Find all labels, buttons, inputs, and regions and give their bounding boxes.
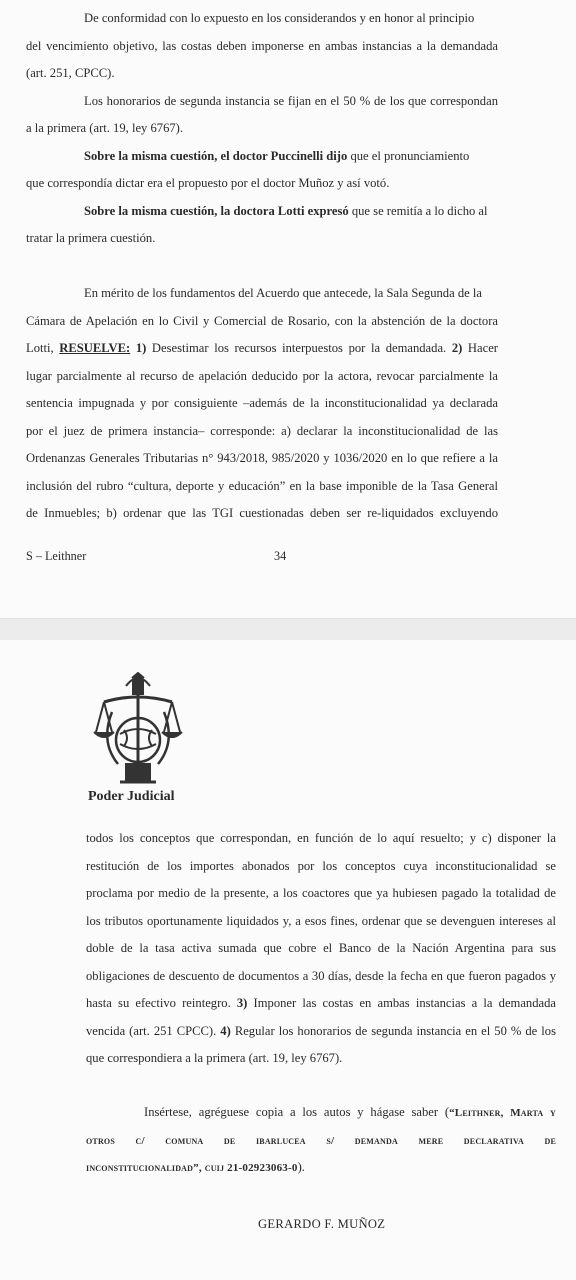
text-line: obligaciones de descuento de documentos a 30 días, desde la fecha en que fueron pagados y	[86, 968, 556, 983]
text-span: que el pronunciamiento	[347, 148, 470, 163]
text-line	[86, 1099, 556, 1127]
bold-lead: Sobre la misma cuestión, el doctor Puccinelli dijo	[84, 148, 348, 163]
text-line	[86, 1154, 556, 1182]
text-span: Imponer las costas en ambas instancias a la demandada	[247, 996, 556, 1010]
text-line: los tributos oportunamente liquidados y, a esos fines, ordenar que se devenguen intereses al	[86, 913, 556, 928]
page-separator	[0, 618, 576, 641]
text-line: de Inmuebles; b) ordenar que las TGI cuestionadas deben ser re-liquidados excluyendo	[26, 506, 498, 520]
text-line	[86, 1127, 556, 1155]
resuelve-label: RESUELVE:	[59, 341, 131, 355]
text-line: Cámara de Apelación en lo Civil y Comercial de Rosario, con la abstención de la doctora	[26, 313, 498, 328]
text-line	[86, 990, 556, 1018]
text-line: (art. 251, CPCC).	[26, 66, 115, 80]
text-line: que correspondiera a la primera (art. 19, ley 6767).	[86, 1051, 343, 1065]
text-span: Hacer	[462, 341, 498, 355]
text-line: Los honorarios de segunda instancia se fijan en el 50 % de los que correspondan	[84, 93, 498, 108]
page2-body	[86, 825, 556, 1073]
text-line	[26, 335, 498, 363]
case-caption: inconstitucionalidad”, cuij 21-02923063-0	[86, 1162, 298, 1174]
text-span: ).	[297, 1160, 305, 1174]
judge-signature: GERARDO F. MUÑOZ	[258, 1217, 386, 1231]
closing-paragraph	[86, 1099, 556, 1182]
item-number: 2)	[451, 341, 463, 355]
item-number: 4)	[220, 1023, 231, 1038]
text-span: Lotti,	[26, 341, 60, 355]
text-line: inclusión del rubro “cultura, deporte y educación” en la base imponible de la Tasa General	[26, 478, 498, 493]
text-span: vencida (art. 251 CPCC).	[86, 1023, 221, 1038]
text-line: a la primera (art. 19, ley 6767).	[26, 121, 184, 135]
text-span: Regular los honorarios de segunda instancia en el 50 % de los	[230, 1023, 556, 1038]
text-span: Desestimar los recursos interpuestos por la demandada.	[146, 341, 452, 355]
blank-line	[26, 253, 498, 281]
bold-lead: Sobre la misma cuestión, la doctora Lotti expresó	[84, 203, 349, 218]
text-line: En mérito de los fundamentos del Acuerdo que antecede, la Sala Segunda de la	[84, 286, 482, 300]
case-caption: “Leithner, Marta y	[449, 1107, 556, 1119]
text-line	[26, 143, 498, 171]
page1-body	[26, 5, 498, 528]
text-line: tratar la primera cuestión.	[26, 231, 156, 245]
text-line	[26, 198, 498, 226]
text-line: lugar parcialmente al recurso de apelación deducido por la actora, revocar parcialmente la	[26, 368, 498, 383]
text-line: todos los conceptos que correspondan, en función de lo aquí resuelto; y c) disponer la	[86, 831, 556, 845]
text-line: doble de la tasa activa sumada que cobre el Banco de la Nación Argentina para sus	[86, 941, 556, 955]
text-line: proclama por medio de la presente, a los coactores que ya hubiesen pagado la totalidad de	[86, 886, 556, 900]
coat-of-arms-emblem	[92, 672, 184, 790]
item-number: 3)	[236, 996, 248, 1010]
text-line: por el juez de primera instancia– corresponde: a) declarar la inconstitucionalidad de las	[26, 423, 498, 438]
text-span: Insértese, agréguese copia a los autos y hágase saber (	[144, 1105, 450, 1119]
item-number: 1)	[130, 341, 147, 355]
text-line: De conformidad con lo expuesto en los considerandos y en honor al principio	[84, 11, 475, 25]
text-line: del vencimiento objetivo, las costas deben imponerse en ambas instancias a la demandada	[26, 38, 498, 53]
text-line: sentencia impugnada y por consiguiente –además de la inconstitucionalidad ya declarada	[26, 396, 498, 410]
page-number: 34	[274, 549, 287, 563]
text-span: que se remitía a lo dicho al	[348, 203, 488, 218]
text-line: restitución de los importes abonados por los conceptos cuya inconstitucionalidad se	[86, 858, 556, 873]
footer-initials: S – Leithner	[26, 549, 87, 563]
case-caption: otros c/ comuna de ibarlucea s/ demanda mere declarativa de	[86, 1134, 556, 1147]
text-span: hasta su efectivo reintegro.	[86, 996, 237, 1010]
poder-judicial-header: Poder Judicial	[88, 789, 175, 804]
text-line	[86, 1018, 556, 1046]
text-line: Ordenanzas Generales Tributarias n° 943/2018, 985/2020 y 1036/2020 en lo que refiere a la	[26, 451, 498, 465]
text-line: que correspondía dictar era el propuesto por el doctor Muñoz y así votó.	[26, 176, 390, 190]
